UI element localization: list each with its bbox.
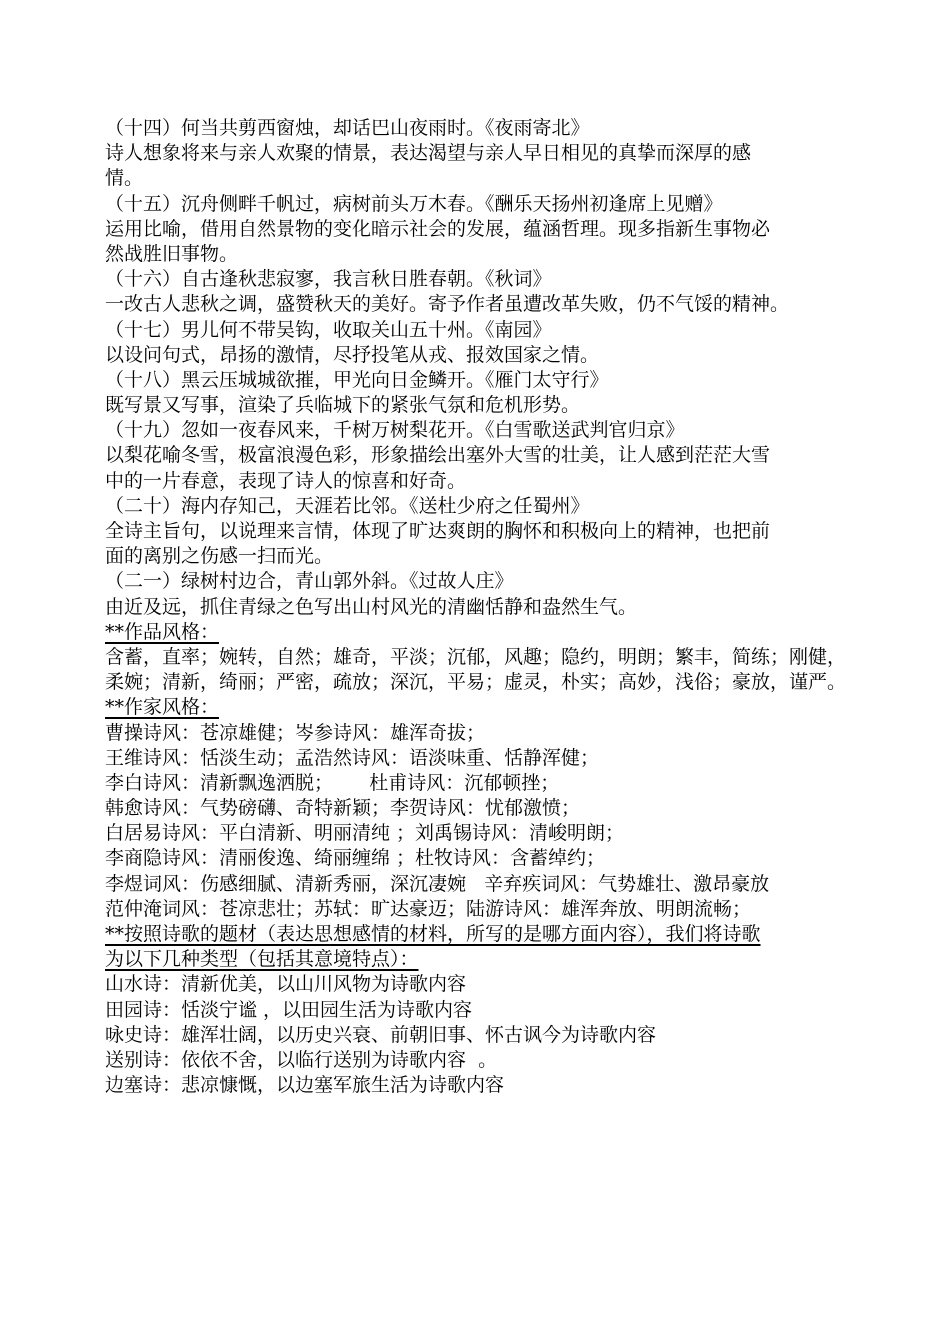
poem-note-line: 诗人想象将来与亲人欢聚的情景，表达渴望与亲人早日相见的真挚而深厚的感: [105, 142, 752, 165]
poem-note-line: 既写景又写事，渲染了兵临城下的紧张气氛和危机形势。: [105, 394, 581, 417]
poem-verse: （十八）黑云压城城欲摧，甲光向日金鳞开。《雁门太守行》: [105, 368, 609, 391]
poem-note-line: 以设问句式，昂扬的激情，尽抒投笔从戎、报效国家之情。: [105, 343, 600, 366]
genre-heading: **按照诗歌的题材（表达思想感情的材料，所写的是哪方面内容），我们将诗歌: [105, 923, 761, 945]
genre-heading: 为以下几种类型（包括其意境特点）：: [105, 948, 419, 971]
writer-style-heading: **作家风格：: [105, 696, 220, 719]
poem-note-line: 面的离别之伤感一扫而光。: [105, 545, 334, 568]
work-style-heading-row: [105, 620, 865, 645]
writer-style-line: 李煜词风：伤感细腻、清新秀丽，深沉凄婉 辛弃疾词风：气势雄壮、激昂豪放: [105, 872, 770, 895]
writer-style-line: 李商隐诗风：清丽俊逸、绮丽缠绵 ；杜牧诗风：含蓄绰约；: [105, 847, 606, 870]
genre-line: 田园诗：恬淡宁谧 ，以田园生活为诗歌内容: [105, 998, 473, 1021]
poem-note-line: 以梨花喻冬雪，极富浪漫色彩，形象描绘出塞外大雪的壮美，让人感到茫茫大雪: [105, 444, 771, 467]
poem-note-line: 运用比喻，借用自然景物的变化暗示社会的发展，蕴涵哲理。现多指新生事物必: [105, 217, 771, 240]
poem-verse: （十四）何当共剪西窗烛，却话巴山夜雨时。《夜雨寄北》: [105, 117, 590, 139]
genre-heading-row: [105, 922, 865, 947]
writer-style-line: 白居易诗风：平白清新、明丽清纯 ；刘禹锡诗风：清峻明朗；: [105, 822, 625, 845]
poem-note-line: 中的一片春意，表现了诗人的惊喜和好奇。: [105, 469, 467, 492]
genre-heading-row: [105, 947, 865, 972]
poem-verse: （十九）忽如一夜春风来，千树万树梨花开。《白雪歌送武判官归京》: [105, 419, 685, 442]
genre-line: 山水诗：清新优美，以山川风物为诗歌内容: [105, 973, 467, 996]
writer-style-line: 李白诗风：清新飘逸洒脱； 杜甫诗风：沉郁顿挫；: [105, 771, 560, 794]
genre-line: 咏史诗：雄浑壮阔，以历史兴衰、前朝旧事、怀古讽今为诗歌内容: [105, 1023, 657, 1046]
genre-line: 边塞诗：悲凉慷慨，以边塞军旅生活为诗歌内容: [105, 1074, 505, 1097]
poem-verse: （二十）海内存知己，天涯若比邻。《送杜少府之任蜀州》: [105, 494, 590, 517]
writer-style-line: 王维诗风：恬淡生动；孟浩然诗风：语淡味重、恬静浑健；: [105, 746, 600, 769]
writer-style-heading-row: [105, 695, 865, 720]
genre-line: 送别诗：依依不舍，以临行送别为诗歌内容 。: [105, 1048, 498, 1071]
document-page: [105, 116, 865, 1098]
work-style-line: 柔婉；清新，绮丽；严密，疏放；深沉，平易；虚灵，朴实；高妙，浅俗；豪放，谨严。: [105, 671, 847, 694]
writer-style-line: 曹操诗风：苍凉雄健；岑参诗风：雄浑奇拔；: [105, 721, 486, 744]
writer-style-line: 范仲淹词风：苍凉悲壮；苏轼：旷达豪迈；陆游诗风：雄浑奔放、明朗流畅；: [105, 897, 752, 920]
poem-verse: （十六）自古逢秋悲寂寥，我言秋日胜春朝。《秋词》: [105, 268, 552, 291]
poem-note-line: 然战胜旧事物。: [105, 242, 239, 265]
poem-verse: （二一）绿树村边合，青山郭外斜。《过故人庄》: [105, 570, 514, 593]
work-style-line: 含蓄，直率；婉转，自然；雄奇，平淡；沉郁，风趣；隐约，明朗；繁丰，简练；刚健，: [105, 645, 847, 668]
poem-verse: （十五）沉舟侧畔千帆过，病树前头万木春。《酬乐天扬州初逢席上见赠》: [105, 192, 723, 215]
poem-note-line: 全诗主旨句，以说理来言情，体现了旷达爽朗的胸怀和积极向上的精神，也把前: [105, 520, 771, 542]
poem-note-line: 情。: [105, 167, 144, 190]
poem-note-line: 由近及远，抓住青绿之色写出山村风光的清幽恬静和盎然生气。: [105, 595, 638, 618]
writer-style-line: 韩愈诗风：气势磅礴、奇特新颖；李贺诗风：忧郁激愤；: [105, 797, 581, 820]
poem-verse: （十七）男儿何不带吴钩，收取关山五十州。《南园》: [105, 318, 552, 341]
poem-note-line: 一改古人悲秋之调，盛赞秋天的美好。寄予作者虽遭改革失败，仍不气馁的精神。: [105, 293, 790, 316]
work-style-heading: **作品风格：: [105, 620, 220, 643]
